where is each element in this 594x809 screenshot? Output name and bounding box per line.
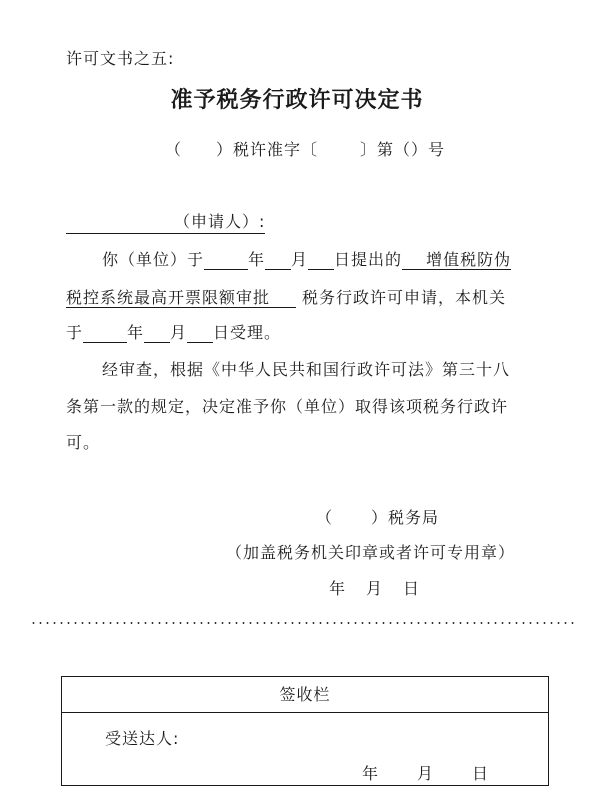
doc-number-open-paren: （	[165, 140, 183, 159]
review-line-2: 条第一款的规定，决定准予你（单位）取得该项税务行政许	[66, 397, 509, 416]
year-label: 年	[248, 250, 266, 269]
month-blank	[265, 251, 291, 270]
accept-month-blank	[144, 324, 170, 343]
receipt-date	[362, 764, 489, 784]
receipt-day-label: 日	[472, 764, 490, 783]
body-intro-text: 你（单位）于	[102, 250, 205, 269]
accept-year-label: 年	[127, 323, 145, 342]
doc-number-suffix: 〕第（）号	[360, 140, 446, 159]
bureau-open-paren: （	[316, 508, 334, 527]
application-text: 税务行政许可申请，本机关	[302, 288, 507, 307]
sig-year-label: 年	[329, 579, 347, 598]
receipt-year-label: 年	[362, 764, 380, 783]
year-blank	[204, 251, 248, 270]
accepted-intro: 于	[66, 323, 84, 342]
review-line-3: 可。	[66, 433, 101, 452]
tear-line	[30, 622, 578, 624]
page-title: 准予税务行政许可决定书	[170, 88, 424, 113]
accept-year-blank	[83, 324, 127, 343]
sig-month-label: 月	[366, 579, 384, 598]
accept-day-blank	[187, 324, 213, 343]
body-line-3	[66, 323, 281, 343]
receipt-month-label: 月	[417, 764, 435, 783]
day-blank	[308, 251, 334, 270]
submitted-label: 日提出的	[334, 250, 403, 269]
receipt-divider	[62, 712, 548, 713]
seal-note: （加盖税务机关印章或者许可专用章）	[226, 543, 516, 562]
review-line-1: 经审查，根据《中华人民共和国行政许可法》第三十八	[102, 360, 511, 379]
recipient-label: 受送达人:	[105, 729, 180, 748]
applicant-line	[66, 212, 265, 234]
sig-day-label: 日	[403, 579, 421, 598]
doc-number-word-prefix: ）税许准字〔	[216, 140, 319, 159]
permit-item-part2: 税控系统最高开票限额审批	[66, 288, 296, 308]
body-line-1	[102, 250, 511, 270]
bureau-label: ）税务局	[371, 508, 440, 527]
document-label: 许可文书之五:	[66, 49, 175, 68]
applicant-label: （申请人）:	[174, 212, 266, 231]
receipt-header: 签收栏	[279, 685, 331, 704]
month-label: 月	[291, 250, 309, 269]
issuing-bureau	[316, 508, 439, 528]
signature-date	[329, 579, 420, 599]
receipt-box	[61, 676, 549, 786]
accepted-label: 日受理。	[213, 323, 282, 342]
accept-month-label: 月	[170, 323, 188, 342]
body-line-2	[66, 288, 506, 308]
permit-item-part1: 增值税防伪	[402, 250, 511, 270]
document-number	[165, 140, 445, 160]
